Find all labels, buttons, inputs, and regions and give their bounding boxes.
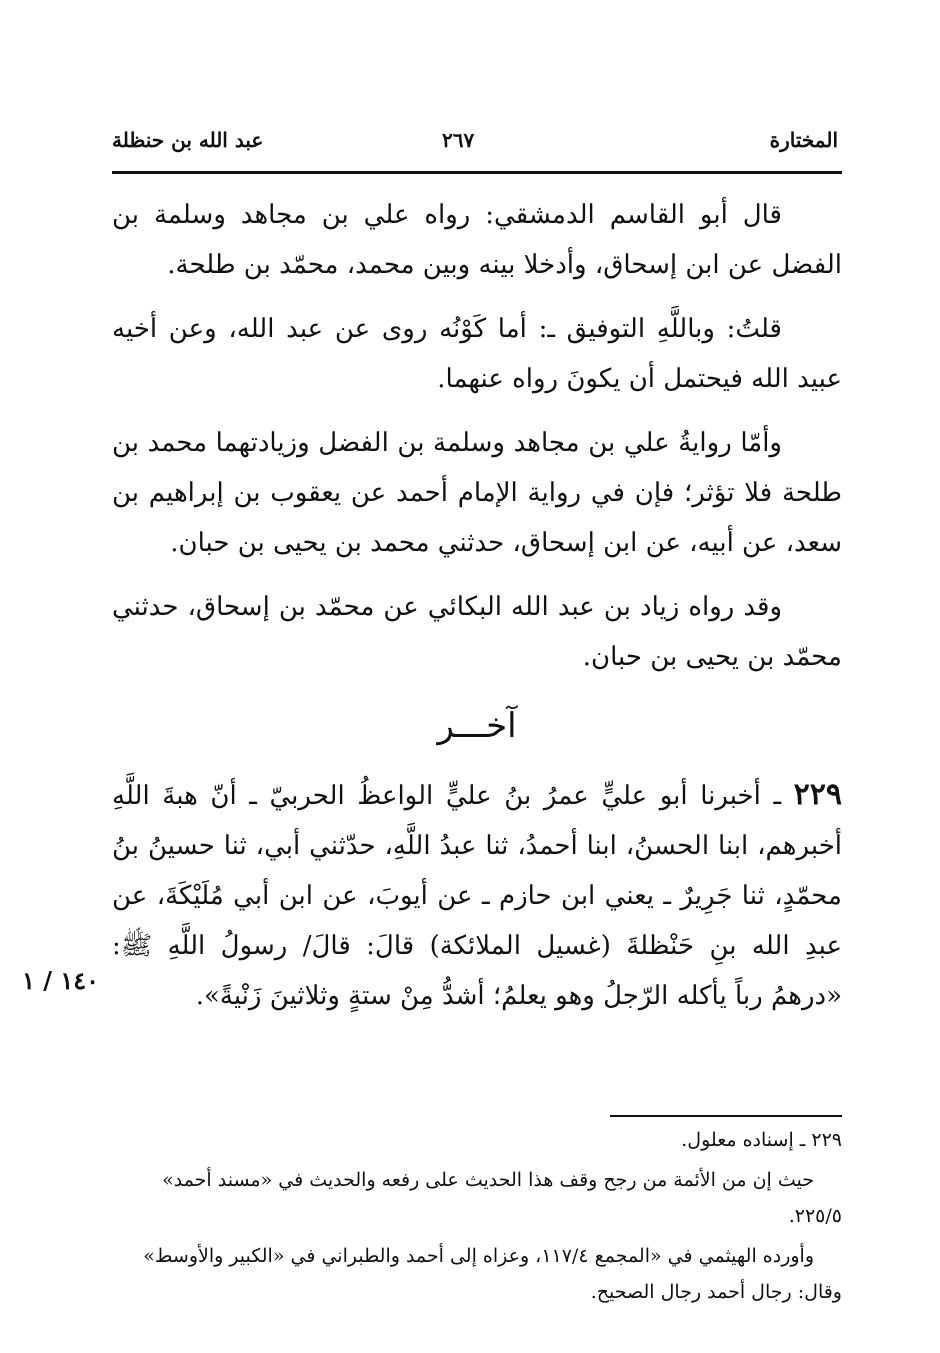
paragraph-3: وأمّا روايةُ علي بن مجاهد وسلمة بن الفضل وزيادتهما محمد بن طلحة فلا تؤثر؛ فإن في رواية الإمام أحمد عن يعقوب بن إبراهيم بن سعد، عن أبيه، عن ابن إسحاق، حدثني محمد بن يحيى بن حبان. — [112, 428, 842, 558]
running-header — [112, 128, 838, 168]
manuscript-folio-ref: ١٤٠ / ١ — [22, 966, 100, 995]
page-number: ٢٦٧ — [442, 128, 475, 152]
chapter-title: عبد الله بن حنظلة — [112, 128, 264, 152]
footnote-2: حيث إن من الأئمة من رجح وقف هذا الحديث على رفعه والحديث في «مسند أحمد» ٢٢٥/٥. — [162, 1169, 842, 1227]
paragraph-4: وقد رواه زياد بن عبد الله البكائي عن محمّد بن إسحاق، حدثني محمّد بن يحيى بن حبان. — [112, 592, 842, 672]
footnote-3: وأورده الهيثمي في «المجمع ١١٧/٤، وعزاه إلى أحمد والطبراني في «الكبير والأوسط» وقال: رجال أحمد رجال الصحيح. — [143, 1245, 842, 1303]
footnotes — [112, 1122, 842, 1314]
section-heading: آخـــر — [437, 706, 517, 746]
footnote-divider — [610, 1115, 842, 1117]
hadith-number: ٢٢٩ — [793, 777, 842, 812]
main-text — [112, 190, 842, 1035]
footnote-1: ٢٢٩ ـ إسناده معلول. — [681, 1129, 842, 1151]
hadith-text: ـ أخبرنا أبو عليٍّ عمرُ بنُ عليٍّ الواعظُ الحربيّ ـ أنّ هبةَ اللَّهِ أخبرهم، ابنا الحسنُ، ابنا أحمدُ، ثنا عبدُ اللَّهِ، حدّثني أبي، ثنا حسينُ بنُ محمّدٍ، ثنا جَرِيرٌ ـ يعني ابن حازم ـ عن أيوبَ، عن ابن أبي مُلَيْكَةَ، عن عبدِ الله بنِ حَنْظلةَ (غسيل الملائكة) قالَ: قالَ/ رسولُ اللَّهِ ﷺ: «درهمُ رباً يأكله الرّجلُ وهو يعلمُ؛ أشدُّ مِنْ ستةٍ وثلاثينَ زَنْيةً». — [112, 781, 842, 1011]
hadith-paragraph — [112, 770, 842, 1021]
book-title: المختارة — [769, 128, 838, 152]
paragraph-2: قلتُ: وباللَّهِ التوفيق ـ: أما كَوْنُه روى عن عبد الله، وعن أخيه عبيد الله فيحتمل أن يكونَ رواه عنهما. — [112, 314, 842, 394]
paragraph-1: قال أبو القاسم الدمشقي: رواه علي بن مجاهد وسلمة بن الفضل عن ابن إسحاق، وأدخلا بينه وبين محمد، محمّد بن طلحة. — [112, 200, 842, 280]
header-divider — [112, 171, 842, 174]
